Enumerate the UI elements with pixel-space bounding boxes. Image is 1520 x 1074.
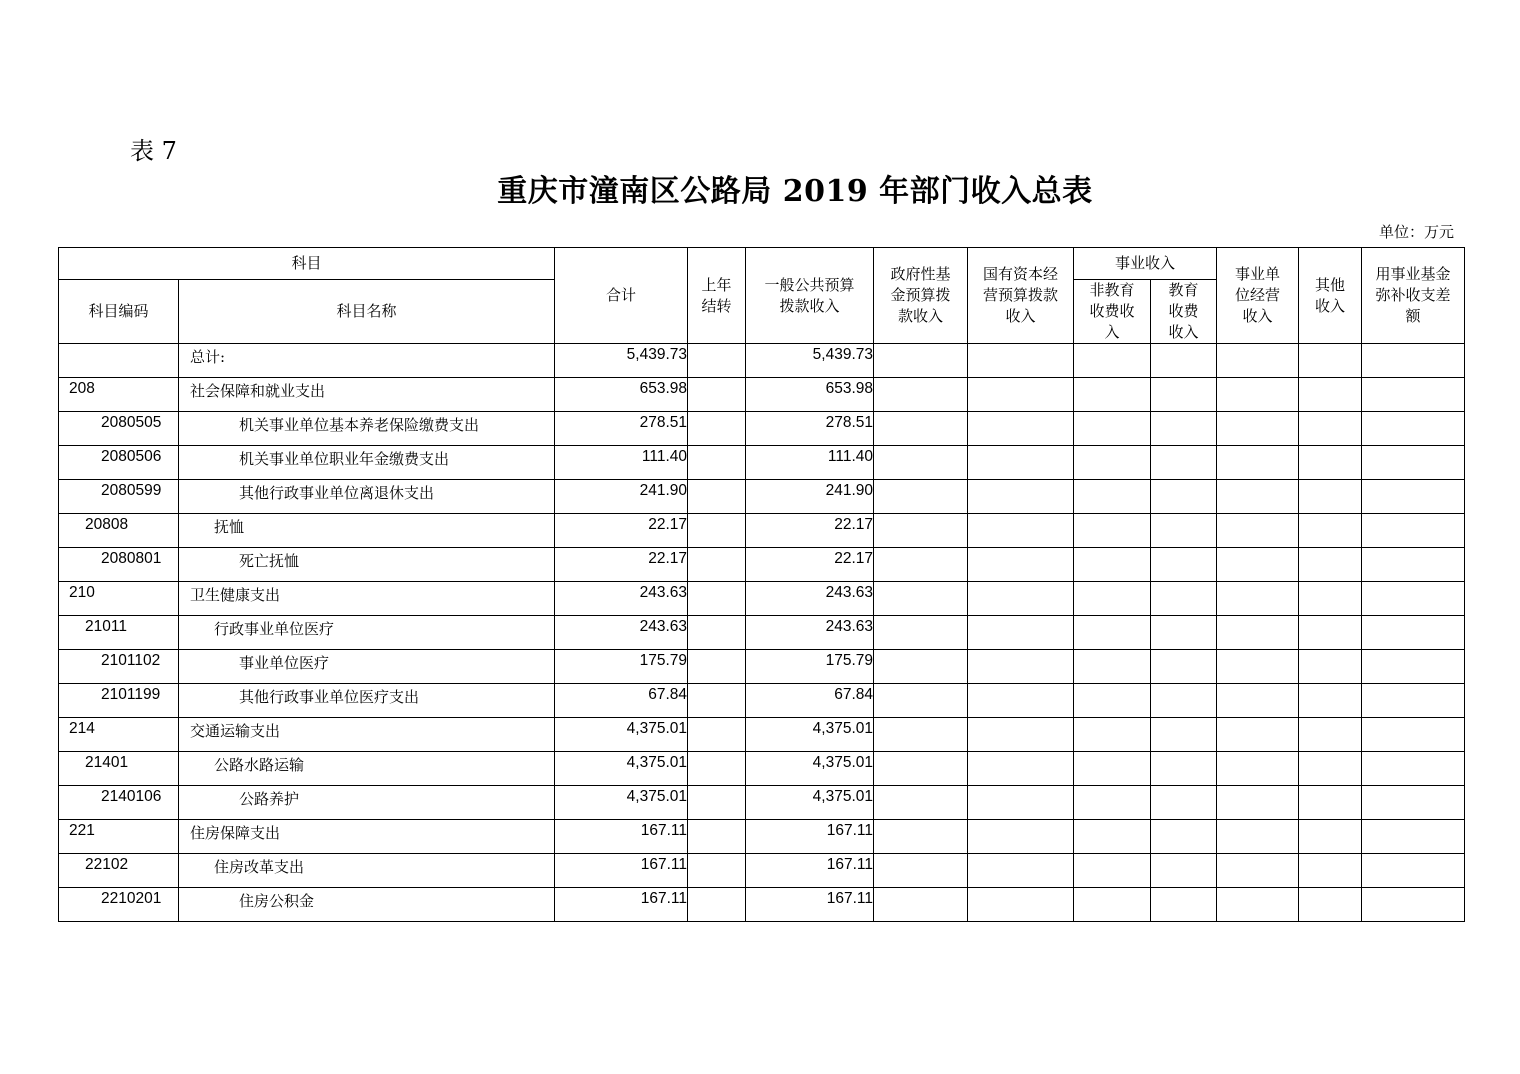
cell-code: 2080505 [59,412,179,446]
cell-name: 事业单位医疗 [179,650,555,684]
cell-code: 20808 [59,514,179,548]
cell-general-budget: 653.98 [746,378,874,412]
cell-fund-balance [1362,650,1465,684]
cell-general-budget: 22.17 [746,514,874,548]
cell-non-edu-fee [1074,548,1151,582]
revenue-table [58,247,1465,922]
cell-carryover [688,854,746,888]
cell-code: 2101102 [59,650,179,684]
cell-unit-operating [1217,616,1299,650]
header-subject: 科目 [59,248,555,280]
cell-non-edu-fee [1074,344,1151,378]
cell-general-budget: 167.11 [746,820,874,854]
cell-code: 21011 [59,616,179,650]
cell-other-income [1299,480,1362,514]
cell-fund-balance [1362,888,1465,922]
cell-gov-fund [874,514,968,548]
cell-total: 5,439.73 [555,344,688,378]
cell-gov-fund [874,412,968,446]
header-state-capital [968,248,1074,344]
cell-other-income [1299,684,1362,718]
table-row [59,718,1465,752]
header-total: 合计 [555,248,688,344]
cell-gov-fund [874,786,968,820]
cell-edu-fee [1151,582,1217,616]
cell-unit-operating [1217,378,1299,412]
cell-general-budget: 22.17 [746,548,874,582]
cell-gov-fund [874,752,968,786]
cell-fund-balance [1362,616,1465,650]
cell-fund-balance [1362,582,1465,616]
cell-edu-fee [1151,480,1217,514]
cell-non-edu-fee [1074,378,1151,412]
header-gov-fund-text: 政府性基 金预算拨 款收入 [890,265,951,325]
cell-unit-operating [1217,446,1299,480]
cell-unit-operating [1217,752,1299,786]
cell-total: 175.79 [555,650,688,684]
cell-name: 其他行政事业单位医疗支出 [179,684,555,718]
cell-carryover [688,650,746,684]
table-row [59,616,1465,650]
table-body [59,344,1465,922]
table-number-label: 表 7 [130,137,177,165]
cell-name: 公路水路运输 [179,752,555,786]
cell-total: 167.11 [555,820,688,854]
cell-fund-balance [1362,412,1465,446]
table-row [59,446,1465,480]
header-code: 科目编码 [59,280,179,344]
cell-gov-fund [874,616,968,650]
cell-state-capital [968,378,1074,412]
cell-edu-fee [1151,514,1217,548]
header-unit-operating [1217,248,1299,344]
cell-carryover [688,412,746,446]
table-row [59,854,1465,888]
cell-edu-fee [1151,446,1217,480]
header-business-income: 事业收入 [1074,248,1217,280]
cell-code: 2080506 [59,446,179,480]
cell-edu-fee [1151,888,1217,922]
cell-non-edu-fee [1074,752,1151,786]
cell-general-budget: 175.79 [746,650,874,684]
cell-unit-operating [1217,412,1299,446]
cell-edu-fee [1151,786,1217,820]
cell-code [59,344,179,378]
header-carryover-text: 上年 结转 [701,275,732,315]
cell-edu-fee [1151,718,1217,752]
cell-carryover [688,752,746,786]
header-name: 科目名称 [179,280,555,344]
cell-carryover [688,378,746,412]
cell-gov-fund [874,378,968,412]
cell-total: 241.90 [555,480,688,514]
cell-other-income [1299,718,1362,752]
cell-non-edu-fee [1074,446,1151,480]
cell-name: 住房改革支出 [179,854,555,888]
cell-total: 278.51 [555,412,688,446]
cell-edu-fee [1151,650,1217,684]
unit-label: 单位：万元 [1378,223,1454,241]
cell-other-income [1299,752,1362,786]
header-carryover [688,248,746,344]
cell-unit-operating [1217,718,1299,752]
table-header [59,248,1465,344]
cell-unit-operating [1217,786,1299,820]
cell-other-income [1299,446,1362,480]
table-row [59,480,1465,514]
cell-fund-balance [1362,480,1465,514]
cell-state-capital [968,344,1074,378]
table-row [59,582,1465,616]
cell-name: 住房公积金 [179,888,555,922]
cell-code: 2140106 [59,786,179,820]
cell-non-edu-fee [1074,650,1151,684]
table-row [59,412,1465,446]
cell-general-budget: 241.90 [746,480,874,514]
cell-name: 交通运输支出 [179,718,555,752]
table-row [59,888,1465,922]
cell-edu-fee [1151,616,1217,650]
cell-fund-balance [1362,344,1465,378]
cell-fund-balance [1362,854,1465,888]
cell-state-capital [968,786,1074,820]
cell-general-budget: 67.84 [746,684,874,718]
cell-carryover [688,514,746,548]
table-row [59,548,1465,582]
cell-non-edu-fee [1074,582,1151,616]
cell-non-edu-fee [1074,820,1151,854]
cell-edu-fee [1151,854,1217,888]
header-fund-balance [1362,248,1465,344]
cell-code: 214 [59,718,179,752]
cell-unit-operating [1217,548,1299,582]
cell-general-budget: 4,375.01 [746,718,874,752]
table-row [59,820,1465,854]
cell-name: 机关事业单位职业年金缴费支出 [179,446,555,480]
cell-non-edu-fee [1074,718,1151,752]
cell-code: 210 [59,582,179,616]
cell-other-income [1299,412,1362,446]
cell-gov-fund [874,582,968,616]
cell-state-capital [968,582,1074,616]
cell-unit-operating [1217,480,1299,514]
cell-code: 2101199 [59,684,179,718]
cell-carryover [688,684,746,718]
cell-fund-balance [1362,446,1465,480]
cell-fund-balance [1362,786,1465,820]
cell-other-income [1299,616,1362,650]
cell-state-capital [968,718,1074,752]
cell-general-budget: 5,439.73 [746,344,874,378]
cell-state-capital [968,854,1074,888]
cell-total: 167.11 [555,888,688,922]
cell-total: 167.11 [555,854,688,888]
cell-general-budget: 4,375.01 [746,752,874,786]
cell-gov-fund [874,820,968,854]
cell-gov-fund [874,650,968,684]
cell-edu-fee [1151,378,1217,412]
table-row [59,650,1465,684]
cell-other-income [1299,548,1362,582]
cell-other-income [1299,820,1362,854]
cell-code: 22102 [59,854,179,888]
cell-other-income [1299,650,1362,684]
cell-name: 社会保障和就业支出 [179,378,555,412]
cell-carryover [688,820,746,854]
cell-name: 死亡抚恤 [179,548,555,582]
cell-non-edu-fee [1074,888,1151,922]
cell-general-budget: 243.63 [746,616,874,650]
cell-non-edu-fee [1074,616,1151,650]
cell-carryover [688,548,746,582]
header-unit-operating-text: 事业单 位经营 收入 [1235,265,1281,325]
cell-general-budget: 243.63 [746,582,874,616]
table-row [59,344,1465,378]
cell-carryover [688,446,746,480]
cell-unit-operating [1217,514,1299,548]
cell-name: 抚恤 [179,514,555,548]
cell-gov-fund [874,446,968,480]
table-row [59,514,1465,548]
cell-non-edu-fee [1074,514,1151,548]
cell-total: 111.40 [555,446,688,480]
cell-unit-operating [1217,820,1299,854]
cell-general-budget: 4,375.01 [746,786,874,820]
cell-state-capital [968,888,1074,922]
cell-total: 243.63 [555,582,688,616]
header-general-budget-text: 一般公共预算 拨款收入 [764,275,855,315]
cell-carryover [688,480,746,514]
cell-other-income [1299,854,1362,888]
cell-edu-fee [1151,548,1217,582]
cell-gov-fund [874,854,968,888]
cell-general-budget: 167.11 [746,854,874,888]
table-row [59,378,1465,412]
cell-carryover [688,718,746,752]
cell-unit-operating [1217,888,1299,922]
table-row [59,786,1465,820]
cell-gov-fund [874,684,968,718]
cell-unit-operating [1217,684,1299,718]
cell-fund-balance [1362,378,1465,412]
header-other-income [1299,248,1362,344]
cell-unit-operating [1217,344,1299,378]
cell-gov-fund [874,548,968,582]
cell-name: 卫生健康支出 [179,582,555,616]
cell-state-capital [968,616,1074,650]
cell-state-capital [968,446,1074,480]
cell-total: 4,375.01 [555,718,688,752]
cell-carryover [688,786,746,820]
cell-carryover [688,344,746,378]
cell-total: 4,375.01 [555,786,688,820]
cell-name: 住房保障支出 [179,820,555,854]
table-row [59,752,1465,786]
cell-edu-fee [1151,752,1217,786]
cell-other-income [1299,514,1362,548]
header-non-edu-fee-text: 非教育 收费收 入 [1089,281,1135,341]
cell-code: 21401 [59,752,179,786]
cell-gov-fund [874,480,968,514]
cell-edu-fee [1151,412,1217,446]
cell-edu-fee [1151,344,1217,378]
cell-state-capital [968,412,1074,446]
cell-unit-operating [1217,854,1299,888]
cell-carryover [688,616,746,650]
cell-total: 67.84 [555,684,688,718]
cell-other-income [1299,888,1362,922]
table-row [59,684,1465,718]
cell-other-income [1299,344,1362,378]
cell-general-budget: 167.11 [746,888,874,922]
cell-name: 其他行政事业单位离退休支出 [179,480,555,514]
cell-state-capital [968,650,1074,684]
cell-state-capital [968,752,1074,786]
cell-total: 22.17 [555,548,688,582]
cell-fund-balance [1362,820,1465,854]
cell-state-capital [968,548,1074,582]
cell-carryover [688,582,746,616]
cell-unit-operating [1217,650,1299,684]
cell-non-edu-fee [1074,786,1151,820]
cell-fund-balance [1362,514,1465,548]
cell-state-capital [968,820,1074,854]
cell-gov-fund [874,718,968,752]
cell-code: 2080801 [59,548,179,582]
header-other-income-text: 其他 收入 [1315,275,1346,315]
cell-general-budget: 278.51 [746,412,874,446]
cell-non-edu-fee [1074,854,1151,888]
cell-non-edu-fee [1074,684,1151,718]
header-fund-balance-text: 用事业基金 弥补收支差 额 [1375,265,1451,325]
header-edu-fee [1151,280,1217,344]
header-state-capital-text: 国有资本经 营预算拨款 收入 [983,265,1059,325]
cell-non-edu-fee [1074,480,1151,514]
cell-fund-balance [1362,752,1465,786]
cell-unit-operating [1217,582,1299,616]
cell-other-income [1299,582,1362,616]
cell-total: 243.63 [555,616,688,650]
cell-name: 行政事业单位医疗 [179,616,555,650]
cell-code: 2210201 [59,888,179,922]
header-general-budget [746,248,874,344]
cell-name: 机关事业单位基本养老保险缴费支出 [179,412,555,446]
cell-state-capital [968,684,1074,718]
cell-edu-fee [1151,820,1217,854]
cell-name: 公路养护 [179,786,555,820]
page-title: 重庆市潼南区公路局 2019 年部门收入总表 [497,174,1093,209]
cell-gov-fund [874,344,968,378]
cell-state-capital [968,514,1074,548]
cell-state-capital [968,480,1074,514]
cell-general-budget: 111.40 [746,446,874,480]
cell-total: 4,375.01 [555,752,688,786]
cell-code: 208 [59,378,179,412]
cell-other-income [1299,786,1362,820]
cell-code: 2080599 [59,480,179,514]
cell-total: 653.98 [555,378,688,412]
cell-name: 总计: [179,344,555,378]
cell-fund-balance [1362,548,1465,582]
cell-other-income [1299,378,1362,412]
cell-edu-fee [1151,684,1217,718]
header-gov-fund [874,248,968,344]
cell-fund-balance [1362,684,1465,718]
cell-carryover [688,888,746,922]
cell-fund-balance [1362,718,1465,752]
cell-total: 22.17 [555,514,688,548]
header-non-edu-fee [1074,280,1151,344]
cell-non-edu-fee [1074,412,1151,446]
header-edu-fee-text: 教育 收费 收入 [1168,281,1199,341]
cell-code: 221 [59,820,179,854]
cell-gov-fund [874,888,968,922]
